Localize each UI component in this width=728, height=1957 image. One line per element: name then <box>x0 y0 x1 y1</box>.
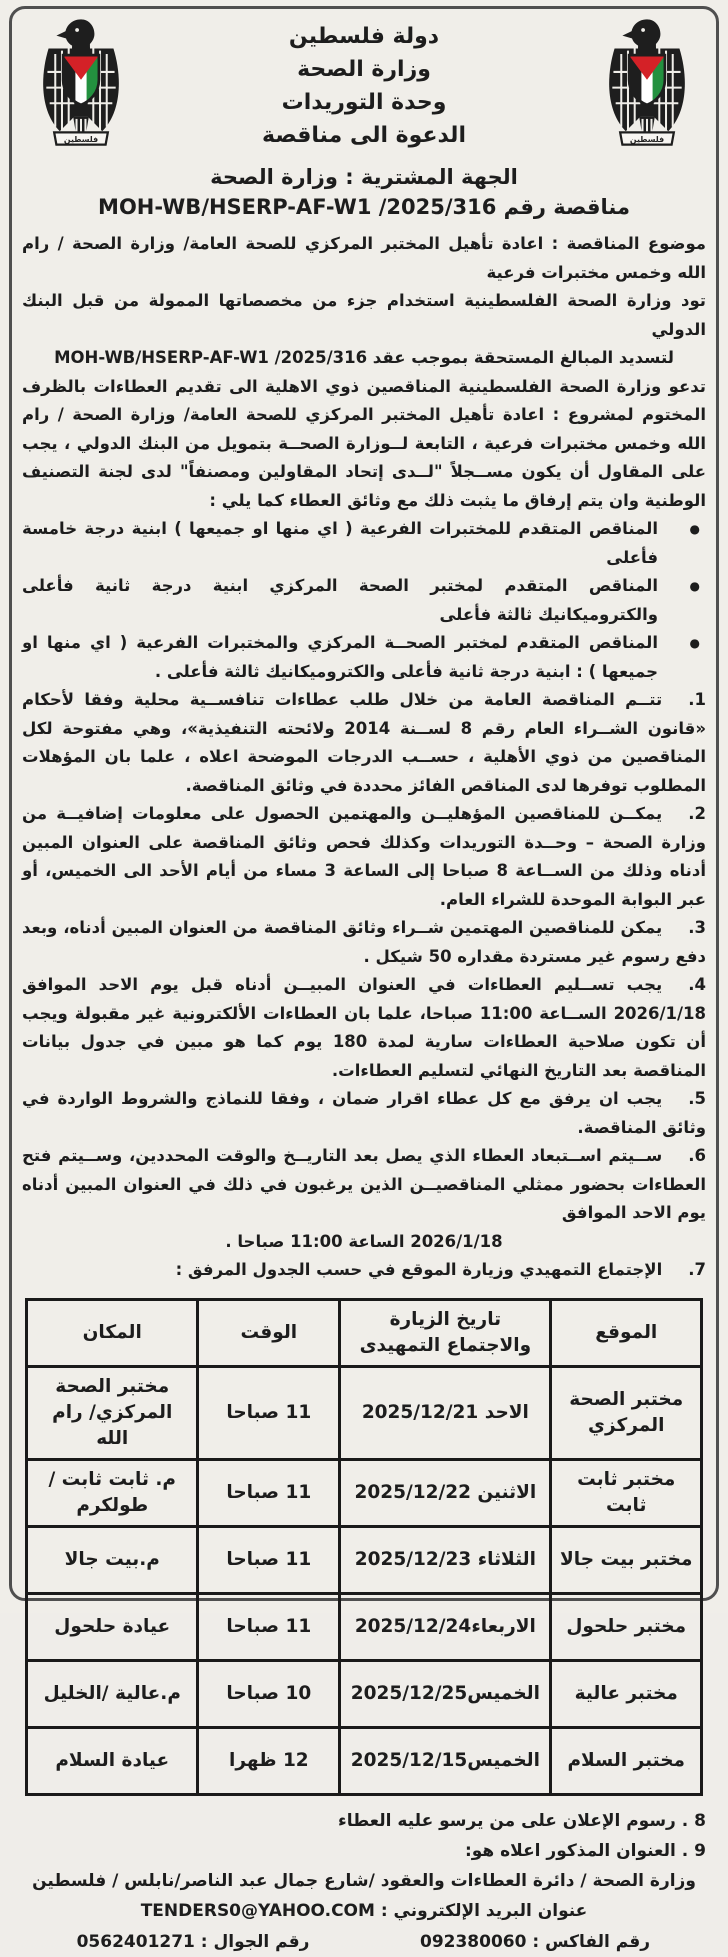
table-row <box>27 1660 702 1727</box>
item-number: 4. <box>688 975 706 994</box>
bullet-icon: ● <box>689 636 700 650</box>
list-item-6-centered-date: 2026/1/18 الساعة 11:00 صباحا . <box>225 1231 503 1251</box>
subject-line: موضوع المناقصة : اعادة تأهيل المختبر المركزي للصحة العامة/ وزارة الصحة / رام الله وخمس مختبرات فرعية <box>22 234 706 282</box>
cell-location: مختبر بيت جالا <box>551 1526 702 1593</box>
bullet-item <box>22 572 706 629</box>
invitation-paragraph: تدعو وزارة الصحة الفلسطينية المناقصين ذوي الاهلية الى تقديم العطاءات بالظرف المختوم لمشروع : اعادة تأهيل المختبر المركزي للصحة العامة/ وزارة الصحة / رام الله وخمس مختبرات فرعية ، التابعة لــوزارة الصحــة بتمويل من البنك الدولي ، يجب على المقاول أن يكون مســجلاً "لــدى إتحاد المقاولين ومصنفاً" لدى لجنة التصنيف الوطنية وان يتم إرفاق ما يثبت ذلك مع وثائق العطاء كما يلي : <box>22 376 706 510</box>
footer-note-8: 8 . رسوم الإعلان على من يرسو عليه العطاء <box>338 1810 706 1831</box>
item-number: 5. <box>688 1089 706 1108</box>
column-header-place: المكان <box>27 1299 198 1366</box>
footer-mobile: رقم الجوال : 0562401271 <box>76 1931 310 1952</box>
cell-time: 12 ظهرا <box>198 1727 340 1794</box>
table-row <box>27 1366 702 1459</box>
cell-visit-date: الاربعاء2025/12/24 <box>340 1593 551 1660</box>
header-title-block <box>140 16 588 152</box>
cell-location: مختبر عالية <box>551 1660 702 1727</box>
footer-fax: رقم الفاكس : 092380060 <box>419 1931 651 1952</box>
item-text: يمكن للمناقصين المهتمين شــراء وثائق المناقصة من العنوان المبين أدناه، وبعد دفع رسوم غير مستردة مقداره 50 شيكل . <box>22 918 706 966</box>
list-item-6 <box>22 1142 706 1228</box>
cell-visit-date: الاحد 2025/12/21 <box>340 1366 551 1459</box>
cell-visit-date: الاثنين 2025/12/22 <box>340 1459 551 1526</box>
palestine-coat-of-arms-left-icon <box>22 16 140 148</box>
cell-time: 11 صباحا <box>198 1593 340 1660</box>
site-visit-schedule-table <box>25 1298 703 1796</box>
header-unit-line: وحدة التوريدات <box>281 90 447 115</box>
cell-visit-date: الخميس2025/12/15 <box>340 1727 551 1794</box>
item-number: 6. <box>688 1146 706 1165</box>
column-header-visit-date: تاريخ الزيارة والاجتماع التمهيدى <box>340 1299 551 1366</box>
table-row <box>27 1526 702 1593</box>
item-text: يمكــن للمناقصين المؤهليــن والمهتمين الحصول على معلومات إضافيــة من وزارة الصحة – وحــدة التوريدات وكذلك فحص وثائق المناقصة على العنوان المبين أدناه وذلك من الســاعة 8 صباحا إلى الساعة 3 مساء من أيام الأحد الى الخميس، أو عبر البوابة الموحدة للشراء العام. <box>22 804 706 909</box>
list-item-5 <box>22 1085 706 1142</box>
header-invitation-line: الدعوة الى مناقصة <box>262 123 466 148</box>
cell-location: مختبر ثابت ثابت <box>551 1459 702 1526</box>
footer-contact-row <box>22 1927 706 1957</box>
list-item-3 <box>22 914 706 971</box>
cell-location: مختبر حلحول <box>551 1593 702 1660</box>
footer-address: وزارة الصحة / دائرة العطاءات والعقود /شارع جمال عبد الناصر/نابلس / فلسطين <box>32 1870 696 1891</box>
emblem-banner-text: فلسطين <box>629 134 665 144</box>
palestine-coat-of-arms-right-icon <box>588 16 706 148</box>
page-content <box>22 16 706 1957</box>
cell-place: عيادة السلام <box>27 1727 198 1794</box>
cell-time: 11 صباحا <box>198 1459 340 1526</box>
item-text: تتــم المناقصة العامة من خلال طلب عطاءات تنافســية محلية وفقا لأحكام «قانون الشــراء العام رقم 8 لســنة 2014 ولائحته التنفيذية»، وهي مفتوحة لكل المناقصين من ذوي الأهلية ، حســب الدرجات الموضحة اعلاه ، علما بان المؤهلات المطلوب توفرها لدى المناقص الفائز محددة في وثائق المناقصة. <box>22 690 707 795</box>
table-row <box>27 1727 702 1794</box>
item-number: 7. <box>688 1260 706 1279</box>
table-row <box>27 1459 702 1526</box>
footer-note-9: 9 . العنوان المذكور اعلاه هو: <box>464 1840 706 1861</box>
header-ministry-line: وزارة الصحة <box>297 57 431 82</box>
masthead <box>22 16 706 152</box>
cell-time: 11 صباحا <box>198 1526 340 1593</box>
cell-location: مختبر الصحة المركزي <box>551 1366 702 1459</box>
item-text: يجب ان يرفق مع كل عطاء اقرار ضمان ، وفقا للنماذج والشروط الواردة في وثائق المناقصة. <box>22 1089 706 1137</box>
cell-visit-date: الخميس2025/12/25 <box>340 1660 551 1727</box>
cell-time: 10 صباحا <box>198 1660 340 1727</box>
list-item-2 <box>22 800 706 914</box>
qualification-bullets <box>22 515 706 686</box>
footer-block <box>22 1806 706 1957</box>
bullet-item <box>22 515 706 572</box>
list-item-1 <box>22 686 706 800</box>
cell-place: مختبر الصحة المركزي/ رام الله <box>27 1366 198 1459</box>
item-text: الإجتماع التمهيدي وزيارة الموقع في حسب الجدول المرفق : <box>175 1260 663 1279</box>
bullet-text: المناقص المتقدم للمختبرات الفرعية ( اي منها او جميعها ) ابنية درجة خامسة فأعلى <box>22 519 658 567</box>
bullet-icon: ● <box>689 579 700 593</box>
buyer-line: الجهة المشترية : وزارة الصحة <box>210 165 518 189</box>
bullet-icon: ● <box>689 522 700 536</box>
cell-place: م. ثابت ثابت / طولكرم <box>27 1459 198 1526</box>
item-text: ســيتم اســتبعاد العطاء الذي يصل بعد التاريــخ والوقت المحددين، وســيتم فتح العطاءات بحضور ممثلي المناقصيــن الذين يرغبون في ذلك في العنوان المبين أدناه يوم الاحد الموافق <box>22 1146 706 1222</box>
item-number: 3. <box>688 918 706 937</box>
cell-place: عيادة حلحول <box>27 1593 198 1660</box>
funding-line: تود وزارة الصحة الفلسطينية استخدام جزء من مخصصاتها الممولة من قبل البنك الدولي <box>22 291 706 339</box>
cell-visit-date: الثلاثاء 2025/12/23 <box>340 1526 551 1593</box>
item-number: 1. <box>688 690 706 709</box>
footer-email: عنوان البريد الإلكتروني : TENDERS0@YAHOO.COM <box>140 1900 588 1921</box>
cell-place: م.عالية /الخليل <box>27 1660 198 1727</box>
contract-line: لتسديد المبالغ المستحقة بموجب عقد MOH-WB/HSERP-AF-W1 /2025/316 <box>54 348 674 367</box>
item-number: 2. <box>688 804 706 823</box>
table-row <box>27 1593 702 1660</box>
table-header-row <box>27 1299 702 1366</box>
tender-number-line: مناقصة رقم MOH-WB/HSERP-AF-W1 /2025/316 <box>98 195 630 219</box>
header-state-line: دولة فلسطين <box>288 24 440 49</box>
cell-place: م.بيت جالا <box>27 1526 198 1593</box>
list-item-7 <box>22 1256 706 1285</box>
column-header-location: الموقع <box>551 1299 702 1366</box>
cell-location: مختبر السلام <box>551 1727 702 1794</box>
bullet-item <box>22 629 706 686</box>
list-item-4 <box>22 971 706 1085</box>
cell-time: 11 صباحا <box>198 1366 340 1459</box>
column-header-time: الوقت <box>198 1299 340 1366</box>
emblem-banner-text: فلسطين <box>63 134 99 144</box>
bullet-text: المناقص المتقدم لمختبر الصحة المركزي ابنية درجة ثانية فأعلى والكتروميكانيك ثالثة فأعلى <box>22 576 658 624</box>
bullet-text: المناقص المتقدم لمختبر الصحــة المركزي والمختبرات الفرعية ( اي منها او جميعها ) : ابنية درجة ثانية فأعلى والكتروميكانيك ثالثة فأعلى . <box>22 633 658 681</box>
numbered-conditions-list <box>22 686 706 1285</box>
item-text: يجب تســليم العطاءات في العنوان المبيــن أدناه قبل يوم الاحد الموافق 2026/1/18 الســاعة 11:00 صباحا، علما بان العطاءات الألكترونية غير مقبولة ويجب أن تكون صلاحية العطاءات سارية لمدة 180 يوم كما هو مبين في جدول بيانات المناقصة بعد التاريخ النهائي لتسليم العطاءات. <box>22 975 707 1080</box>
